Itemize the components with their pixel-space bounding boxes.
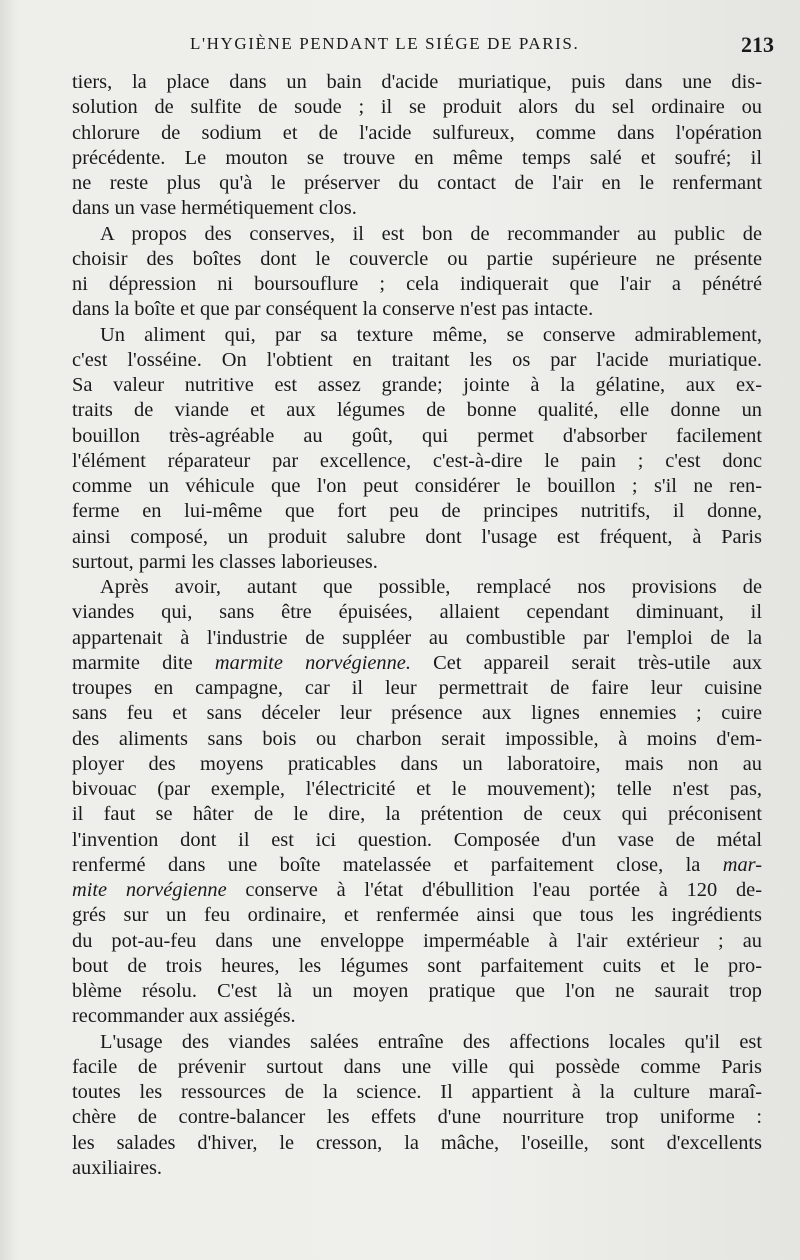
text-line: recommander aux assiégés.	[72, 1005, 296, 1028]
text-line: bouillon très-agréable au goût, qui permet d'absorber facilement	[72, 424, 762, 447]
text-line: troupes en campagne, car il leur permettrait de faire leur cuisine	[72, 677, 762, 699]
text-line: blème résolu. C'est là un moyen pratique que l'on ne saurait trop	[72, 980, 762, 1002]
text-line: précédente. Le mouton se trouve en même temps salé et soufré; il	[72, 146, 762, 169]
text-line: L'usage des viandes salées entraîne des affections locales qu'il est	[100, 1030, 762, 1053]
text-line: ferme en lui-même que fort peu de principes nutritifs, il donne,	[72, 500, 762, 523]
text-line: du pot-au-feu dans une enveloppe imperméable à l'air extérieur ; au	[72, 929, 762, 952]
text-run: conserve à l'état d'ébullition l'eau portée à 120 de-	[226, 879, 762, 901]
text-run: renfermé dans une boîte matelassée et parfaitement close, la	[72, 853, 723, 876]
text-line: ne reste plus qu'à le préserver du contact de l'air en le renfermant	[72, 172, 762, 194]
text-line: ployer des moyens praticables dans un laboratoire, mais non au	[72, 752, 762, 775]
text-line: grés sur un feu ordinaire, et renfermée ainsi que tous les ingrédients	[72, 904, 762, 927]
page-body	[72, 70, 762, 1181]
text-line: bivouac (par exemple, l'électricité et le mouvement); telle n'est pas,	[72, 778, 762, 800]
text-line: traits de viande et aux légumes de bonne qualité, elle donne un	[72, 399, 762, 422]
italic-term: mar-	[722, 853, 762, 876]
text-line: chère de contre-balancer les effets d'une nourriture trop uniforme :	[72, 1106, 762, 1129]
text-line: chlorure de sodium et de l'acide sulfureux, comme dans l'opération	[72, 121, 762, 144]
text-line: c'est l'osséine. On l'obtient en traitant les os par l'acide muriatique.	[72, 348, 762, 371]
text-line: comme un véhicule que l'on peut considérer le bouillon ; s'il ne ren-	[72, 475, 762, 497]
text-line: des aliments sans bois ou charbon serait impossible, à moins d'em-	[72, 727, 762, 750]
text-line: dans la boîte et que par conséquent la conserve n'est pas intacte.	[72, 298, 594, 321]
text-line: Sa valeur nutritive est assez grande; jointe à la gélatine, aux ex-	[72, 374, 762, 396]
paragraph-3	[72, 323, 762, 576]
text-line: les salades d'hiver, le cresson, la mâche, l'oseille, sont d'excellents	[72, 1131, 762, 1154]
page-number: 213	[741, 32, 774, 57]
page-header	[72, 34, 772, 62]
text-line: l'élément réparateur par excellence, c'est-à-dire le pain ; c'est donc	[72, 449, 762, 472]
text-line: A propos des conserves, il est bon de recommander au public de	[100, 222, 762, 245]
text-line: auxiliaires.	[72, 1156, 163, 1179]
text-line	[72, 853, 762, 878]
text-run: Cet appareil serait très-utile aux	[410, 651, 763, 674]
text-line: Après avoir, autant que possible, remplacé nos provisions de	[100, 576, 762, 598]
paragraph-1	[72, 70, 762, 222]
text-line: tiers, la place dans un bain d'acide muriatique, puis dans une dis-	[72, 71, 762, 93]
text-line	[72, 878, 762, 903]
text-line: viandes qui, sans être épuisées, allaient cependant diminuant, il	[72, 601, 762, 624]
text-line: ainsi composé, un produit salubre dont l'usage est fréquent, à Paris	[72, 525, 762, 548]
text-line: facile de prévenir surtout dans une ville qui possède comme Paris	[72, 1055, 762, 1078]
italic-term: mite norvégienne	[72, 879, 227, 901]
italic-term: marmite norvégienne.	[214, 651, 411, 674]
text-line: l'invention dont il est ici question. Composée d'un vase de métal	[72, 828, 762, 851]
text-line: Un aliment qui, par sa texture même, se conserve admirablement,	[100, 323, 762, 346]
text-line: ni dépression ni boursouflure ; cela indiquerait que l'air a pénétré	[72, 273, 762, 295]
text-line	[72, 651, 762, 676]
running-title: L'HYGIÈNE PENDANT LE SIÉGE DE PARIS.	[190, 34, 580, 53]
text-line: bout de trois heures, les légumes sont parfaitement cuits et le pro-	[72, 954, 762, 977]
text-line: sans feu et sans déceler leur présence aux lignes ennemies ; cuire	[72, 702, 762, 725]
text-line: il faut se hâter de le dire, la prétention de ceux qui préconisent	[72, 803, 762, 826]
text-line: choisir des boîtes dont le couvercle ou partie supérieure ne présente	[72, 247, 762, 270]
paragraph-2	[72, 222, 762, 323]
paragraph-5	[72, 1030, 762, 1182]
text-line: appartenait à l'industrie de suppléer au combustible par l'emploi de la	[72, 626, 762, 649]
text-line: toutes les ressources de la science. Il appartient à la culture maraî-	[72, 1081, 762, 1103]
text-line: surtout, parmi les classes laborieuses.	[72, 550, 378, 573]
text-run: marmite dite	[72, 651, 215, 674]
paragraph-4	[72, 575, 762, 1030]
text-line: solution de sulfite de soude ; il se produit alors du sel ordinaire ou	[72, 96, 762, 119]
text-line: dans un vase hermétiquement clos.	[72, 197, 357, 220]
